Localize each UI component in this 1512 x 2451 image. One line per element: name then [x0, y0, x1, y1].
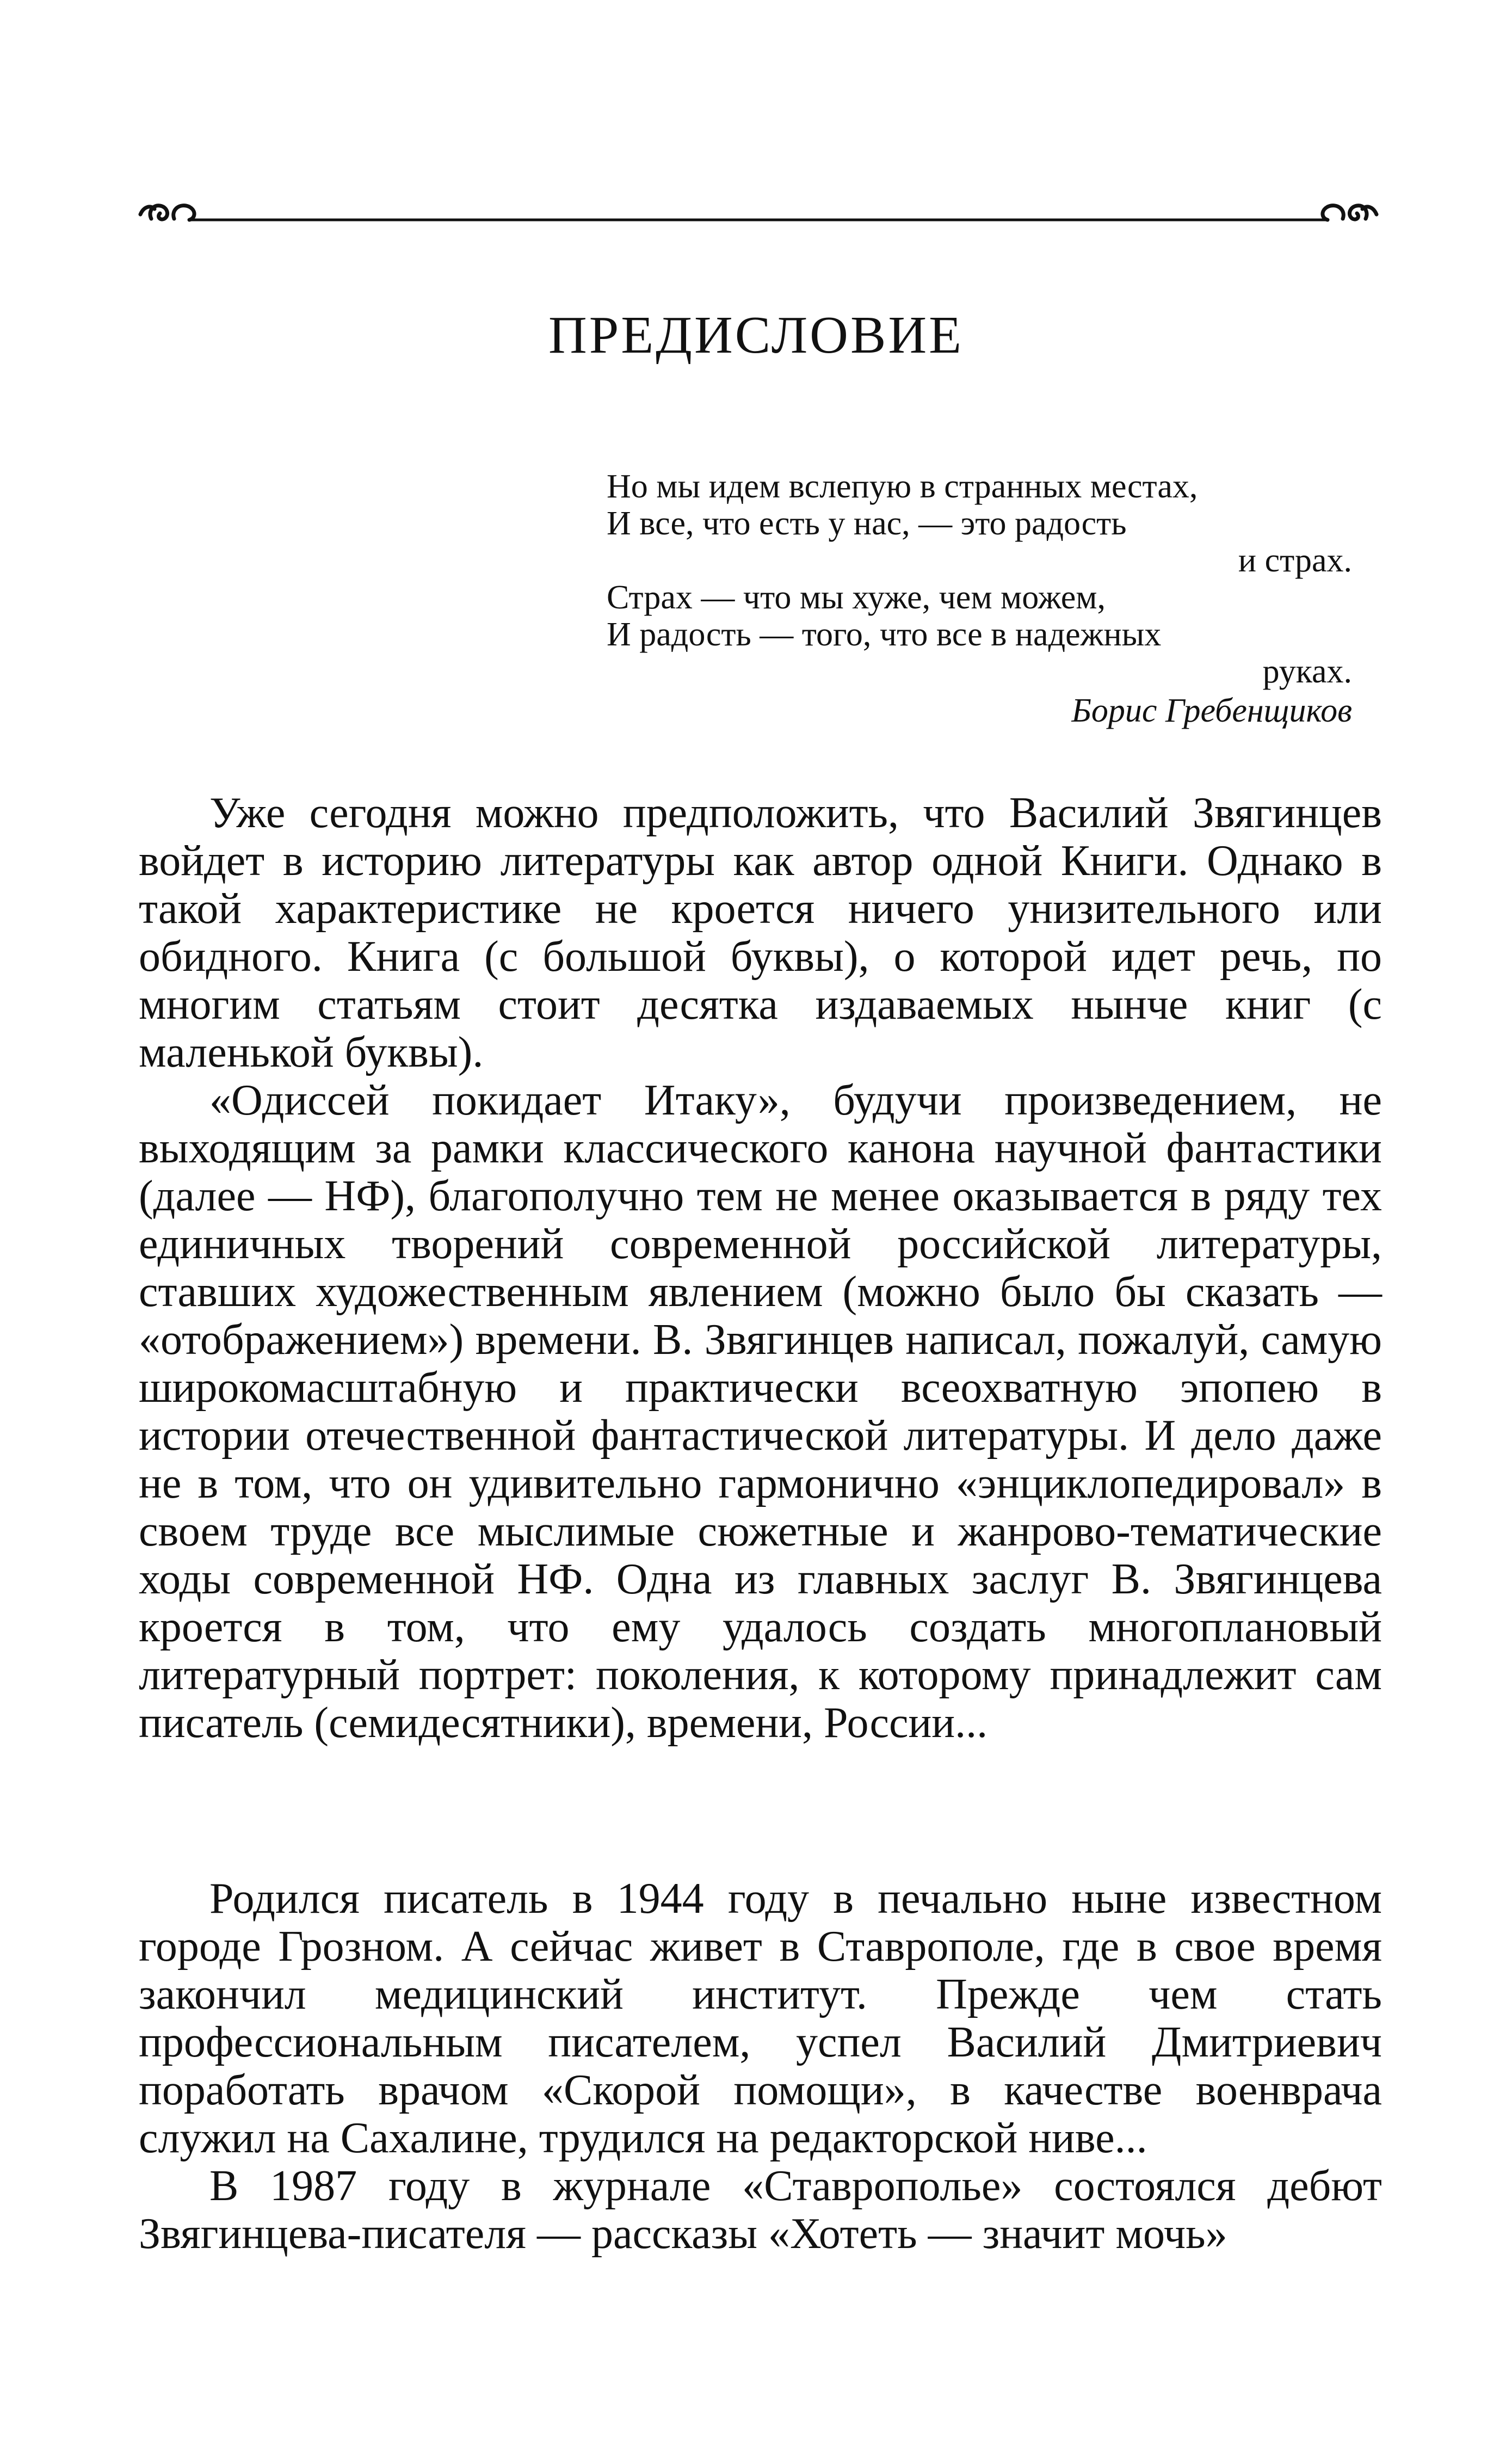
paragraph: «Одиссей покидает Итаку», будучи произведением, не выходящим за рамки классического канона научной фантастики (далее — НФ), благополучно тем не менее оказывается в ряду тех единичных творений современной российской литературы, ставших художественным явлением (можно было бы сказать — «отображением») времени. В. Звягинцев написал, пожалуй, самую широкомасштабную и практически всеохватную эпопею в истории отечественной фантастической литературы. И дело даже не в том, что он удивительно гармонично «энциклопедировал» в своем труде все мыслимые сюжетные и жанрово-тематические ходы современной НФ. Одна из главных заслуг В. Звягинцева кроется в том, что ему удалось создать многоплановый литературный портрет: поколения, к которому принадлежит сам писатель (семидесятники), времени, России... — [139, 1076, 1382, 1747]
page-title: ПРЕДИСЛОВИЕ — [548, 306, 964, 365]
right-curl-ornament — [1323, 206, 1377, 220]
epigraph-line: И все, что есть у нас, — это радость — [607, 505, 1127, 542]
body-section-1 — [139, 789, 1382, 1747]
body-section-2 — [139, 1875, 1382, 2258]
paragraph: В 1987 году в журнале «Ставрополье» состоялся дебют Звягинцева-писателя — рассказы «Хотеть — значит мочь» — [139, 2162, 1382, 2258]
paragraph: Уже сегодня можно предположить, что Василий Звягинцев войдет в историю литературы как автор одной Книги. Однако в такой характеристике не кроется ничего унизительного или обидного. Книга (с большой буквы), о которой идет речь, по многим статьям стоит десятка издаваемых нынче книг (с маленькой буквы). — [139, 789, 1382, 1076]
epigraph-line: И радость — того, что все в надежных — [607, 616, 1162, 653]
paragraph: Родился писатель в 1944 году в печально ныне известном городе Грозном. А сейчас живет в Ставрополе, где в свое время закончил медицинский институт. Прежде чем стать профессиональным писателем, успел Василий Дмитриевич поработать врачом «Скорой помощи», в качестве военврача служил на Сахалине, трудился на редакторской ниве... — [139, 1875, 1382, 2162]
epigraph — [607, 468, 1352, 729]
epigraph-line: руках. — [1262, 653, 1352, 690]
epigraph-line: Страх — что мы хуже, чем можем, — [607, 579, 1106, 616]
epigraph-line: Но мы идем вслепую в странных местах, — [607, 468, 1198, 505]
epigraph-author: Борис Гребенщиков — [1071, 692, 1352, 729]
left-curl-ornament — [140, 206, 194, 220]
header-ornament-rule — [136, 190, 1382, 234]
epigraph-line: и страх. — [1238, 542, 1352, 579]
